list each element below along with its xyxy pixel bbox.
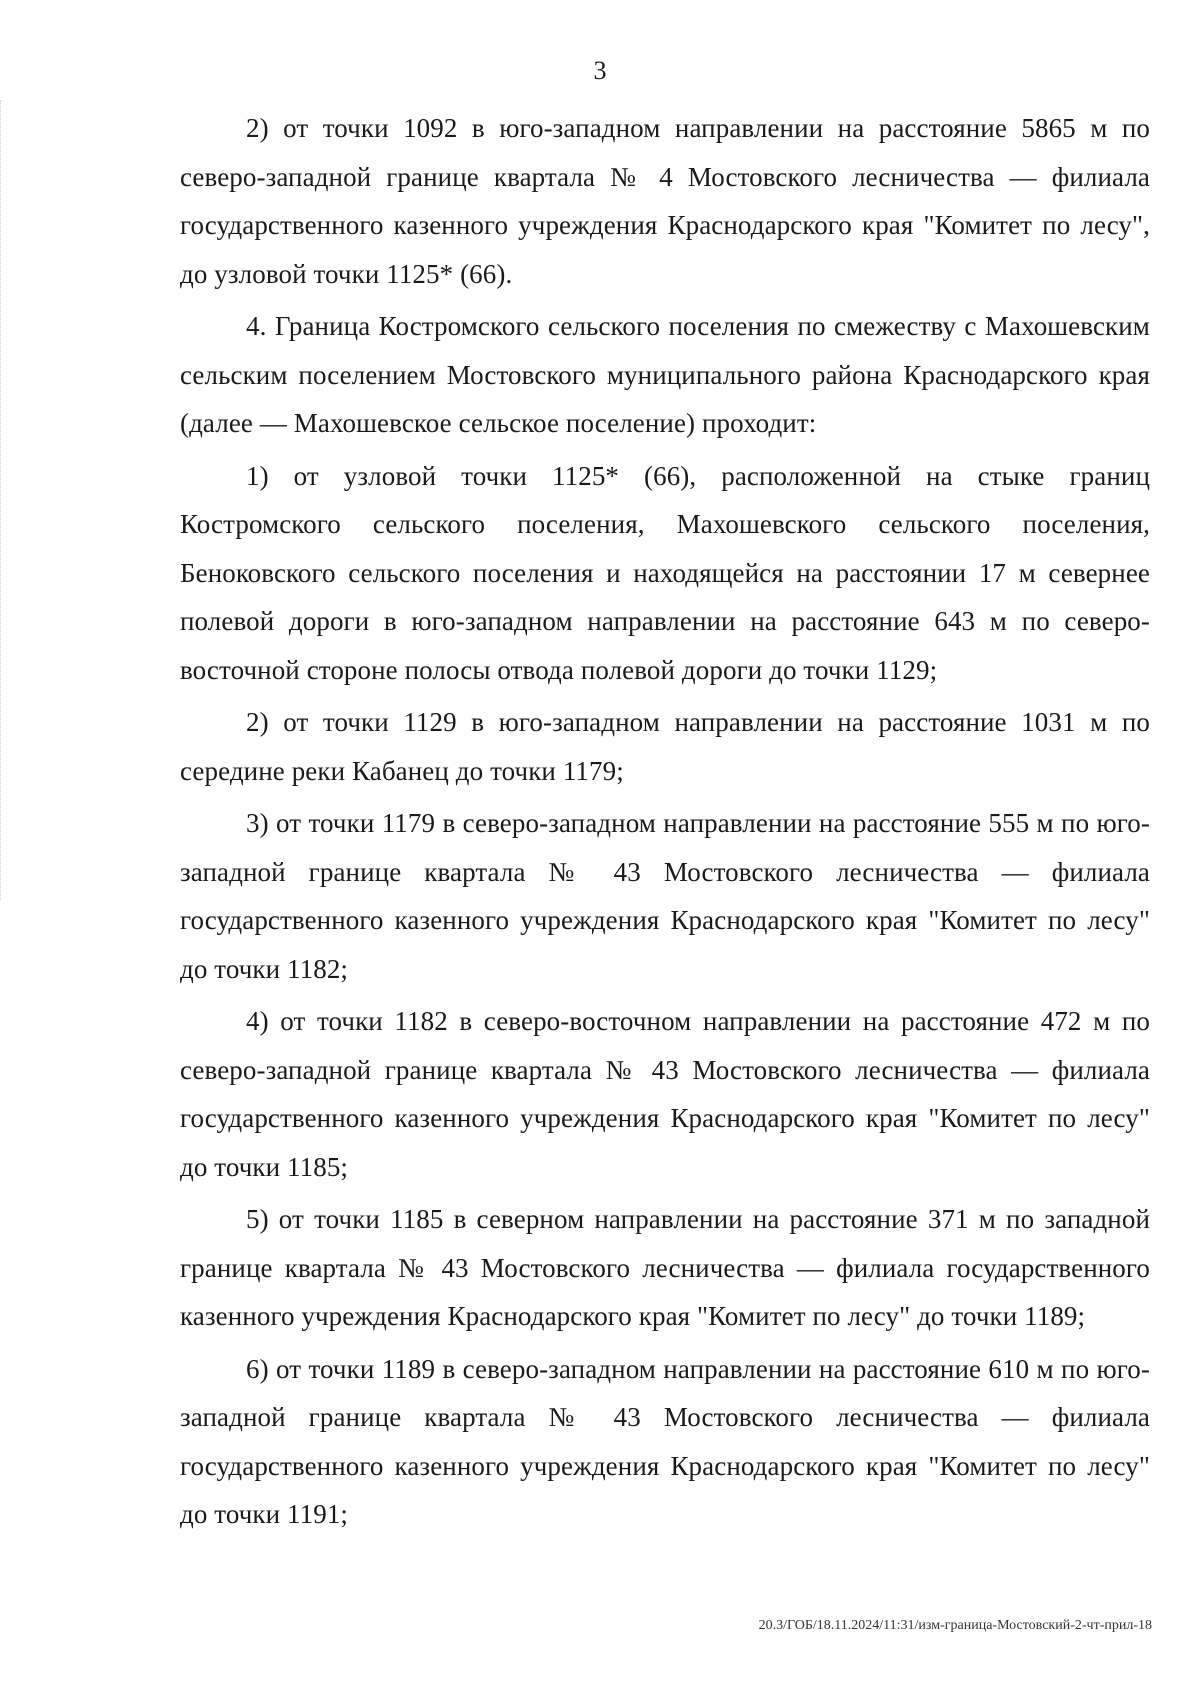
paragraph-item-1-point-1125: 1) от узловой точки 1125* (66), расположенной на стыке границ Костромского сельского поселения, Махошевского сельского поселения, Беноковского сельского поселения и находящейся на расстоянии 17 м севернее полевой дороги в юго-западном направлении на расстояние 643 м по северо-восточной стороне полосы отвода полевой дороги до точки 1129; [180, 460, 1150, 685]
paragraph-item-5-point-1185: 5) от точки 1185 в северном направлении на расстояние 371 м по западной границе квартала № 43 Мостовского лесничества — филиала государственного казенного учреждения Краснодарского края "Комитет по лесу" до точки 1189; [180, 1204, 1150, 1331]
paragraph-item-4-point-1182: 4) от точки 1182 в северо-восточном направлении на расстояние 472 м по северо-западной границе квартала № 43 Мостовского лесничества — филиала государственного казенного учреждения Краснодарского края "Комитет по лесу" до точки 1185; [180, 1006, 1150, 1182]
paragraph-item-3-point-1179: 3) от точки 1179 в северо-западном направлении на расстояние 555 м по юго-западной границе квартала № 43 Мостовского лесничества — филиала государственного казенного учреждения Краснодарского края "Комитет по лесу" до точки 1182; [180, 808, 1150, 984]
page-number: 3 [593, 56, 607, 85]
document-footer-id: 20.3/ГОБ/18.11.2024/11:31/изм-граница-Мостовский-2-чт-прил-18 [758, 1618, 1152, 1633]
scan-margin-marks [0, 100, 7, 900]
document-body [180, 104, 1150, 1543]
paragraph-section-4-heading: 4. Граница Костромского сельского поселения по смежеству с Махошевским сельским поселением Мостовского муниципального района Краснодарского края (далее — Махошевское сельское поселение) проходит: [180, 311, 1150, 438]
paragraph-item-2-point-1129: 2) от точки 1129 в юго-западном направлении на расстояние 1031 м по середине реки Кабанец до точки 1179; [180, 707, 1150, 786]
paragraph-item-6-point-1189: 6) от точки 1189 в северо-западном направлении на расстояние 610 м по юго-западной границе квартала № 43 Мостовского лесничества — филиала государственного казенного учреждения Краснодарского края "Комитет по лесу" до точки 1191; [180, 1353, 1150, 1529]
paragraph-item-2-point-1092: 2) от точки 1092 в юго-западном направлении на расстояние 5865 м по северо-западной границе квартала № 4 Мостовского лесничества — филиала государственного казенного учреждения Краснодарского края "Комитет по лесу", до узловой точки 1125* (66). [180, 113, 1150, 289]
